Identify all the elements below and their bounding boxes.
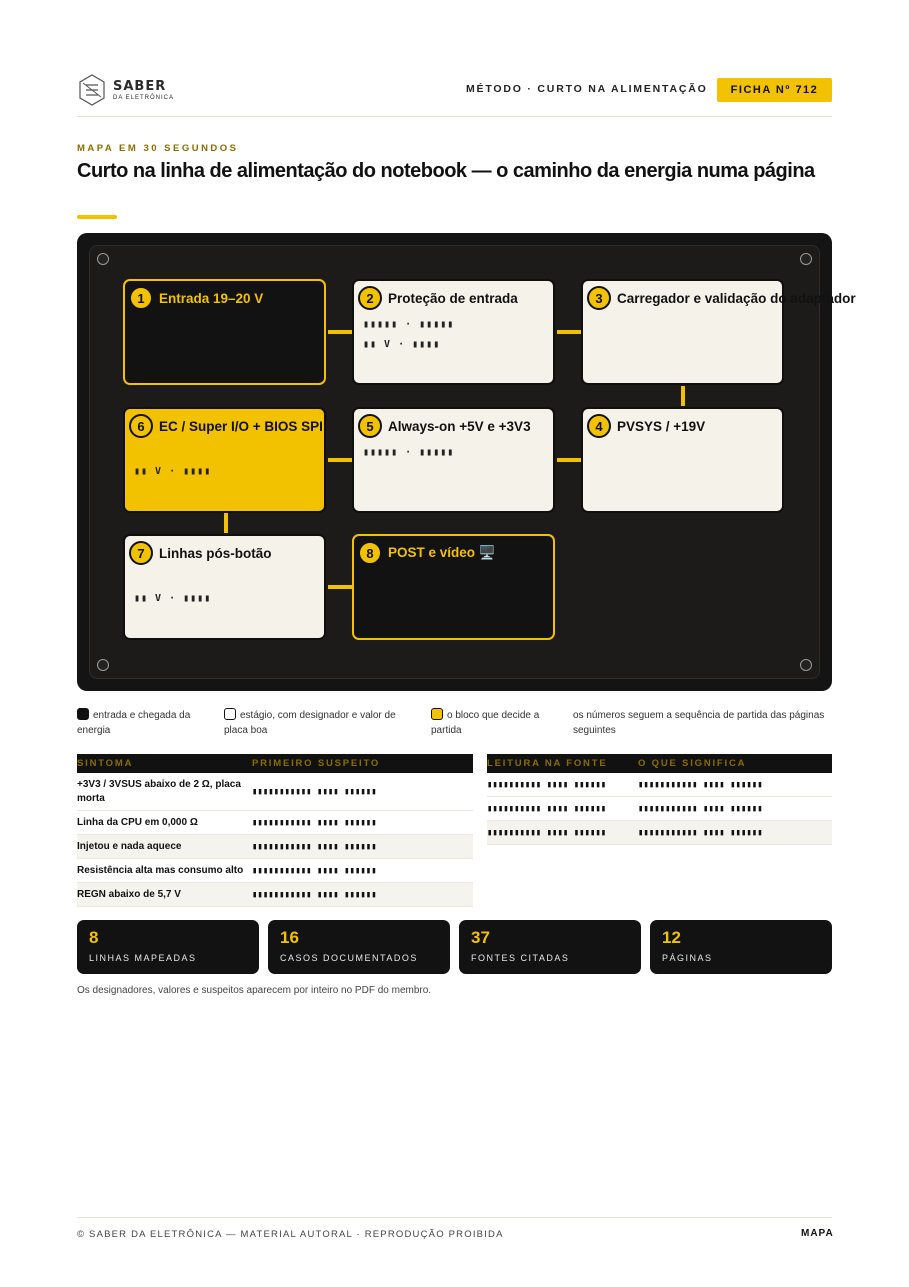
stat-value: 12 bbox=[662, 928, 681, 947]
readings-table bbox=[487, 754, 832, 845]
stage-title: Carregador e validação do adaptador bbox=[617, 290, 856, 306]
power-path-board bbox=[77, 233, 856, 691]
logo-sub-text: DA ELETRÔNICA bbox=[113, 94, 175, 101]
symptom-cell: REGN abaixo de 5,7 V bbox=[77, 888, 181, 900]
wire-6-7 bbox=[224, 513, 228, 533]
eyebrow: MAPA EM 30 SEGUNDOS bbox=[77, 143, 239, 154]
table-header bbox=[487, 754, 832, 773]
screw-icon bbox=[97, 253, 109, 265]
black-swatch-icon bbox=[77, 708, 89, 720]
wire-1-2 bbox=[328, 330, 353, 334]
table-header bbox=[77, 754, 473, 773]
legend-item-stage bbox=[224, 708, 414, 738]
brand-logo bbox=[77, 72, 189, 108]
stage-number: 4 bbox=[587, 414, 611, 438]
legend-text: o bloco que decide a partida bbox=[431, 710, 540, 736]
suspect-cell: ▮▮▮▮▮▮▮▮▮▮▮ ▮▮▮▮ ▮▮▮▮▮▮ bbox=[252, 865, 377, 876]
footer-divider bbox=[77, 1217, 832, 1218]
stat-card bbox=[268, 920, 450, 974]
meaning-cell: ▮▮▮▮▮▮▮▮▮▮▮ ▮▮▮▮ ▮▮▮▮▮▮ bbox=[638, 779, 763, 790]
wire-5-6 bbox=[328, 458, 353, 462]
method-label: MÉTODO · CURTO NA ALIMENTAÇÃO bbox=[466, 83, 708, 95]
stage-node-5[interactable] bbox=[352, 407, 555, 513]
symptom-cell: Resistência alta mas consumo alto bbox=[77, 864, 244, 876]
stage-node-1[interactable] bbox=[123, 279, 326, 385]
white-swatch-icon bbox=[224, 708, 236, 720]
stage-title: Proteção de entrada bbox=[388, 290, 518, 306]
yellow-swatch-icon bbox=[431, 708, 443, 720]
legend-item-entry bbox=[77, 708, 207, 738]
stage-title: Entrada 19–20 V bbox=[159, 290, 264, 306]
page-title: Curto na linha de alimentação do notebook — o caminho da energia numa página bbox=[77, 160, 815, 182]
column-header: SINTOMA bbox=[77, 758, 134, 769]
stat-card bbox=[459, 920, 641, 974]
wire-7-8 bbox=[328, 585, 353, 589]
reading-cell: ▮▮▮▮▮▮▮▮▮▮ ▮▮▮▮ ▮▮▮▮▮▮ bbox=[487, 779, 607, 790]
stat-label: LINHAS MAPEADAS bbox=[89, 953, 197, 963]
stage-number: 8 bbox=[358, 541, 382, 565]
legend-text: os números seguem a sequência de partida das páginas seguintes bbox=[573, 710, 825, 736]
reading-cell: ▮▮▮▮▮▮▮▮▮▮ ▮▮▮▮ ▮▮▮▮▮▮ bbox=[487, 827, 607, 838]
suspect-cell: ▮▮▮▮▮▮▮▮▮▮▮ ▮▮▮▮ ▮▮▮▮▮▮ bbox=[252, 817, 377, 828]
ficha-badge: FICHA Nº 712 bbox=[717, 78, 832, 102]
stage-title: PVSYS / +19V bbox=[617, 418, 706, 434]
stage-node-2[interactable] bbox=[352, 279, 555, 385]
redacted-value: ▮▮ V · ▮▮▮▮ bbox=[363, 339, 441, 350]
column-header: O QUE SIGNIFICA bbox=[638, 758, 747, 769]
stage-node-6[interactable] bbox=[123, 407, 326, 513]
member-note: Os designadores, valores e suspeitos aparecem por inteiro no PDF do membro. bbox=[77, 985, 432, 996]
column-header: PRIMEIRO SUSPEITO bbox=[252, 758, 381, 769]
stat-label: CASOS DOCUMENTADOS bbox=[280, 953, 418, 963]
stage-title: EC / Super I/O + BIOS SPI bbox=[159, 418, 323, 434]
stat-value: 37 bbox=[471, 928, 490, 947]
stage-number: 5 bbox=[358, 414, 382, 438]
table-row bbox=[487, 797, 832, 821]
reading-cell: ▮▮▮▮▮▮▮▮▮▮ ▮▮▮▮ ▮▮▮▮▮▮ bbox=[487, 803, 607, 814]
stage-node-3[interactable] bbox=[581, 279, 856, 385]
stage-title: POST e vídeo 🖥️ bbox=[388, 545, 496, 560]
table-row bbox=[77, 773, 473, 811]
stage-number: 1 bbox=[129, 286, 153, 310]
screw-icon bbox=[97, 659, 109, 671]
meaning-cell: ▮▮▮▮▮▮▮▮▮▮▮ ▮▮▮▮ ▮▮▮▮▮▮ bbox=[638, 827, 763, 838]
table-row bbox=[487, 821, 832, 845]
screw-icon bbox=[800, 659, 812, 671]
stat-label: FONTES CITADAS bbox=[471, 953, 570, 963]
stage-node-8[interactable] bbox=[352, 534, 555, 640]
logo-main-text: SABER bbox=[113, 78, 167, 94]
legend-item-sequence bbox=[573, 708, 832, 738]
legend-text: entrada e chegada da energia bbox=[77, 710, 191, 736]
legend-item-decides bbox=[431, 708, 561, 738]
screw-icon bbox=[800, 253, 812, 265]
stat-label: PÁGINAS bbox=[662, 953, 713, 963]
symptoms-table bbox=[77, 754, 473, 907]
stage-node-7[interactable] bbox=[123, 534, 326, 640]
stat-card bbox=[77, 920, 259, 974]
stage-number: 3 bbox=[587, 286, 611, 310]
stat-card bbox=[650, 920, 832, 974]
suspect-cell: ▮▮▮▮▮▮▮▮▮▮▮ ▮▮▮▮ ▮▮▮▮▮▮ bbox=[252, 786, 377, 797]
symptom-cell: Injetou e nada aquece bbox=[77, 840, 182, 852]
redacted-value: ▮▮ V · ▮▮▮▮ bbox=[134, 466, 212, 477]
suspect-cell: ▮▮▮▮▮▮▮▮▮▮▮ ▮▮▮▮ ▮▮▮▮▮▮ bbox=[252, 889, 377, 900]
logo-mark-icon bbox=[77, 73, 107, 107]
table-row bbox=[77, 859, 473, 883]
footer-section-label: MAPA bbox=[801, 1228, 834, 1239]
redacted-designator: ▮▮▮▮▮ · ▮▮▮▮▮ bbox=[363, 319, 455, 330]
wire-3-4 bbox=[681, 386, 685, 406]
stage-title: Linhas pós-botão bbox=[159, 545, 272, 561]
wire-4-5 bbox=[557, 458, 581, 462]
table-row bbox=[77, 835, 473, 859]
stage-number: 7 bbox=[129, 541, 153, 565]
legend-text: estágio, com designador e valor de placa boa bbox=[224, 710, 396, 736]
stage-title: Always-on +5V e +3V3 bbox=[388, 418, 531, 434]
stage-number: 6 bbox=[129, 414, 153, 438]
stage-node-4[interactable] bbox=[581, 407, 784, 513]
meaning-cell: ▮▮▮▮▮▮▮▮▮▮▮ ▮▮▮▮ ▮▮▮▮▮▮ bbox=[638, 803, 763, 814]
symptom-cell: +3V3 / 3VSUS abaixo de 2 Ω, placa morta bbox=[77, 778, 241, 804]
stat-value: 16 bbox=[280, 928, 299, 947]
suspect-cell: ▮▮▮▮▮▮▮▮▮▮▮ ▮▮▮▮ ▮▮▮▮▮▮ bbox=[252, 841, 377, 852]
header-divider bbox=[77, 116, 832, 117]
stat-value: 8 bbox=[89, 928, 99, 947]
table-row bbox=[487, 773, 832, 797]
footer-copyright: © SABER DA ELETRÔNICA — MATERIAL AUTORAL · REPRODUÇÃO PROIBIDA bbox=[77, 1229, 504, 1240]
table-row bbox=[77, 811, 473, 835]
title-underline bbox=[77, 215, 117, 219]
wire-2-3 bbox=[557, 330, 581, 334]
table-row bbox=[77, 883, 473, 907]
redacted-designator: ▮▮▮▮▮ · ▮▮▮▮▮ bbox=[363, 447, 455, 458]
stage-number: 2 bbox=[358, 286, 382, 310]
redacted-value: ▮▮ V · ▮▮▮▮ bbox=[134, 593, 212, 604]
symptom-cell: Linha da CPU em 0,000 Ω bbox=[77, 816, 198, 828]
column-header: LEITURA NA FONTE bbox=[487, 758, 608, 769]
